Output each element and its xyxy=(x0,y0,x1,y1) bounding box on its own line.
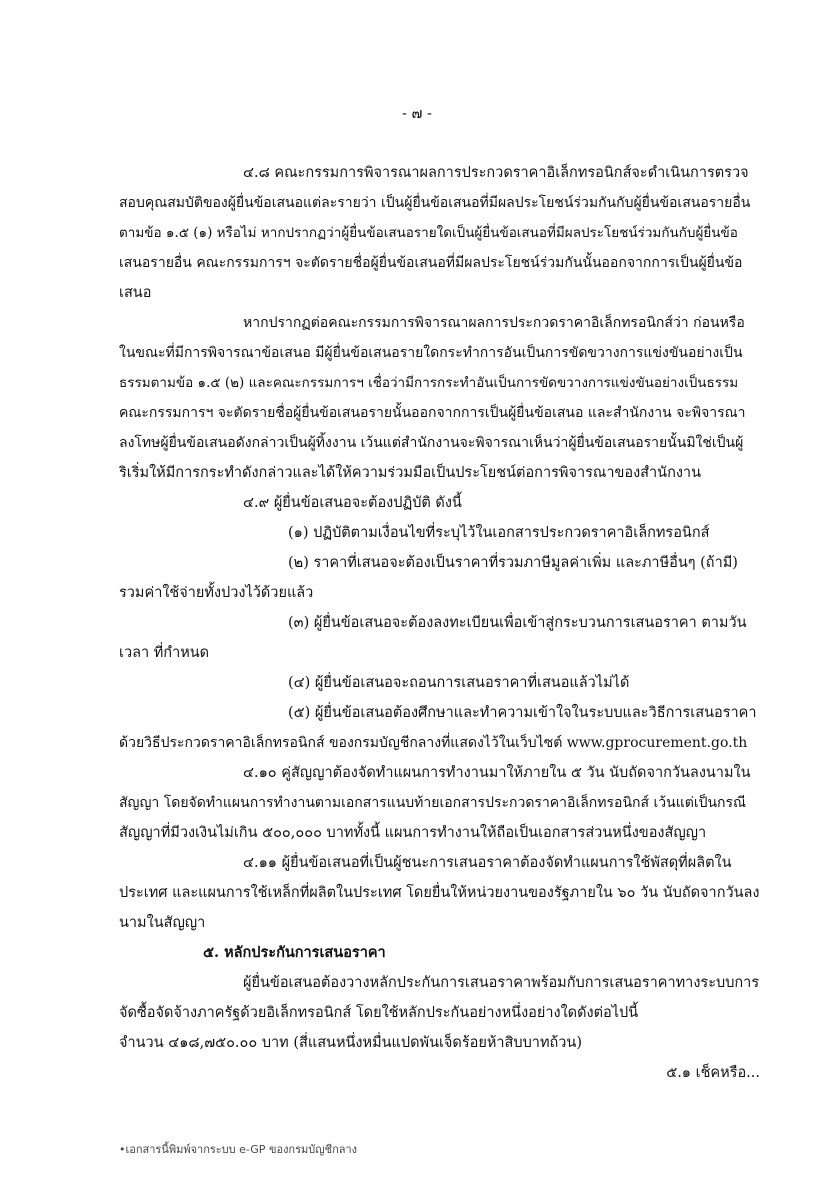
paragraph-line: หากปรากฏต่อคณะกรรมการพิจารณาผลการประกวดราคาอิเล็กทรอนิกส์ว่า ก่อนหรือ xyxy=(243,315,745,331)
paragraph-line: ในขณะที่มีการพิจารณาข้อเสนอ มีผู้ยื่นข้อเสนอรายใดกระทำการอันเป็นการขัดขวางการแข่งขันอย่างเป็น xyxy=(119,345,743,361)
list-item: (๓) ผู้ยื่นข้อเสนอจะต้องลงทะเบียนเพื่อเข้าสู่กระบวนการเสนอราคา ตามวัน xyxy=(288,615,747,631)
paragraph-line: นามในสัญญา xyxy=(119,915,206,931)
list-item: (๔) ผู้ยื่นข้อเสนอจะถอนการเสนอราคาที่เสนอแล้วไม่ได้ xyxy=(288,675,630,691)
paragraph-line: ธรรมตามข้อ ๑.๕ (๒) และคณะกรรมการฯ เชื่อว่ามีการกระทำอันเป็นการขัดขวางการแข่งขันอย่างเป็นธรรม xyxy=(119,375,739,391)
paragraph-line: สัญญาที่มีวงเงินไม่เกิน ๕๐๐,๐๐๐ บาททั้งนี้ แผนการทำงานให้ถือเป็นเอกสารส่วนหนึ่งของสัญญา xyxy=(119,825,707,841)
paragraph-line: เสนอ xyxy=(119,285,152,301)
section-heading: ๔.๙ ผู้ยื่นข้อเสนอจะต้องปฏิบัติ ดังนี้ xyxy=(243,495,462,511)
paragraph-line: เสนอรายอื่น คณะกรรมการฯ จะตัดรายชื่อผู้ยื่นข้อเสนอที่มีผลประโยชน์ร่วมกันนั้นออกจากการเป็นผู้ยื่นข้อ xyxy=(119,255,743,271)
continuation-marker: ๕.๑ เช็คหรือ... xyxy=(666,1065,760,1081)
paragraph-line: ๔.๑๐ คู่สัญญาต้องจัดทำแผนการทำงานมาให้ภายใน ๕ วัน นับถัดจากวันลงนามใน xyxy=(243,765,751,781)
list-item-continuation: เวลา ที่กำหนด xyxy=(119,645,210,661)
footer-note: •เอกสารนี้พิมพ์จากระบบ e-GP ของกรมบัญชีกลาง xyxy=(119,1143,358,1156)
paragraph-line: สอบคุณสมบัติของผู้ยื่นข้อเสนอแต่ละรายว่า เป็นผู้ยื่นข้อเสนอที่มีผลประโยชน์ร่วมกันกับผู้ยื่นข้อเสนอรายอื่น xyxy=(119,195,751,211)
paragraph-line: คณะกรรมการฯ จะตัดรายชื่อผู้ยื่นข้อเสนอรายนั้นออกจากการเป็นผู้ยื่นข้อเสนอ และสำนักงาน จะพิจารณา xyxy=(119,405,746,421)
list-item: (๑) ปฏิบัติตามเงื่อนไขที่ระบุไว้ในเอกสารประกวดราคาอิเล็กทรอนิกส์ xyxy=(288,525,710,541)
paragraph-line: จำนวน ๔๑๘,๗๕๐.๐๐ บาท (สี่แสนหนึ่งหมื่นแปดพันเจ็ดร้อยห้าสิบบาทถ้วน) xyxy=(119,1035,582,1051)
paragraph-line: สัญญา โดยจัดทำแผนการทำงานตามเอกสารแนบท้ายเอกสารประกวดราคาอิเล็กทรอนิกส์ เว้นแต่เป็นกรณี xyxy=(119,795,747,811)
page-number: - ๗ - xyxy=(402,106,432,122)
paragraph-line: ผู้ยื่นข้อเสนอต้องวางหลักประกันการเสนอราคาพร้อมกับการเสนอราคาทางระบบการ xyxy=(243,975,760,991)
paragraph-line: จัดซื้อจัดจ้างภาครัฐด้วยอิเล็กทรอนิกส์ โดยใช้หลักประกันอย่างหนึ่งอย่างใดดังต่อไปนี้ xyxy=(119,1005,639,1021)
paragraph-line: ประเทศ และแผนการใช้เหล็กที่ผลิตในประเทศ โดยยื่นให้หน่วยงานของรัฐภายใน ๖๐ วัน นับถัดจากวันลง xyxy=(119,885,760,901)
paragraph-line: ตามข้อ ๑.๕ (๑) หรือไม่ หากปรากฏว่าผู้ยื่นข้อเสนอรายใดเป็นผู้ยื่นข้อเสนอที่มีผลประโยชน์ร่วมกันกับผู้ยื่นข้อ xyxy=(119,225,738,241)
section-heading: ๕. หลักประกันการเสนอราคา xyxy=(203,944,386,961)
list-item-continuation: ด้วยวิธีประกวดราคาอิเล็กทรอนิกส์ ของกรมบัญชีกลางที่แสดงไว้ในเว็บไซต์ www.gprocurement.go.th xyxy=(119,735,748,751)
paragraph-line: ลงโทษผู้ยื่นข้อเสนอดังกล่าวเป็นผู้ทิ้งงาน เว้นแต่สำนักงานจะพิจารณาเห็นว่าผู้ยื่นข้อเสนอรายนั้นมิใช่เป็นผู้ xyxy=(119,435,744,451)
list-item: (๒) ราคาที่เสนอจะต้องเป็นราคาที่รวมภาษีมูลค่าเพิ่ม และภาษีอื่นๆ (ถ้ามี) xyxy=(288,555,738,571)
list-item-continuation: รวมค่าใช้จ่ายทั้งปวงไว้ด้วยแล้ว xyxy=(119,585,314,601)
paragraph-line: ๔.๑๑ ผู้ยื่นข้อเสนอที่เป็นผู้ชนะการเสนอราคาต้องจัดทำแผนการใช้พัสดุที่ผลิตใน xyxy=(243,855,732,871)
list-item: (๕) ผู้ยื่นข้อเสนอต้องศึกษาและทำความเข้าใจในระบบและวิธีการเสนอราคา xyxy=(288,705,757,721)
paragraph-line: ริเริ่มให้มีการกระทำดังกล่าวและได้ให้ความร่วมมือเป็นประโยชน์ต่อการพิจารณาของสำนักงาน xyxy=(119,465,701,481)
paragraph-line: ๔.๘ คณะกรรมการพิจารณาผลการประกวดราคาอิเล็กทรอนิกส์จะดำเนินการตรวจ xyxy=(243,165,749,181)
